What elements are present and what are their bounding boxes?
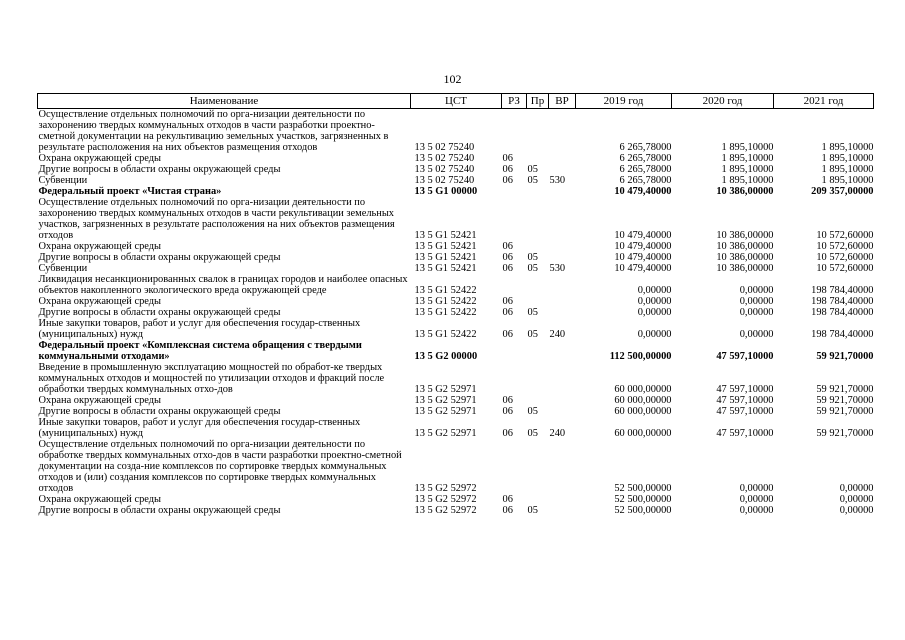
row-rz: 06 (502, 241, 513, 252)
row-vr (549, 296, 576, 307)
table-row (38, 241, 874, 252)
table-header-row (38, 94, 874, 109)
row-2019-value: 52 500,00000 (614, 494, 672, 505)
row-2021-value: 1 895,10000 (821, 164, 874, 175)
row-2021-value: 209 357,00000 (811, 186, 874, 197)
row-cst: 13 5 G2 52971 (414, 384, 477, 395)
row-pr: 05 (527, 329, 538, 340)
row-2019-value: 10 479,40000 (614, 186, 672, 197)
row-2021-value: 59 921,70000 (816, 384, 874, 395)
row-2019-value: 52 500,00000 (614, 505, 672, 516)
row-pr (527, 340, 549, 362)
row-vr (549, 241, 576, 252)
row-vr (549, 362, 576, 395)
row-cst: 13 5 G2 52972 (414, 483, 477, 494)
col-header-name: Наименование (38, 94, 411, 109)
row-vr (549, 252, 576, 263)
row-2021-value: 198 784,40000 (811, 285, 874, 296)
row-pr (527, 186, 549, 197)
col-header-2020: 2020 год (672, 94, 774, 109)
row-2020-value: 47 597,10000 (716, 428, 774, 439)
row-name: Федеральный проект «Комплексная система обращения с твердыми коммунальными отходами» (38, 340, 362, 362)
row-2020-value: 0,00000 (739, 296, 774, 307)
row-cst: 13 5 G2 00000 (414, 351, 478, 362)
row-2021-value: 10 572,60000 (816, 252, 874, 263)
row-2020-value: 10 386,00000 (716, 241, 774, 252)
row-cst: 13 5 G2 52971 (414, 406, 477, 417)
row-cst: 13 5 02 75240 (414, 175, 475, 186)
row-2019-value: 10 479,40000 (614, 241, 672, 252)
row-pr (527, 362, 549, 395)
row-cst: 13 5 G1 52422 (414, 285, 477, 296)
row-2019-value: 60 000,00000 (614, 406, 672, 417)
row-pr (527, 274, 549, 296)
row-rz: 06 (502, 153, 513, 164)
row-2019-value: 6 265,78000 (619, 142, 672, 153)
row-vr (549, 307, 576, 318)
row-2020-value: 0,00000 (739, 483, 774, 494)
row-cst: 13 5 02 75240 (414, 164, 475, 175)
row-2019-value: 60 000,00000 (614, 384, 672, 395)
row-name: Введение в промышленную эксплуатацию мощностей по обработ-ке твердых коммунальных отходов и мощностей по утилизации отходов и фракций после обработки твердых коммунальных отхо-дов (38, 362, 385, 395)
table-row (38, 274, 874, 296)
row-name: Другие вопросы в области охраны окружающей среды (38, 406, 281, 417)
row-2020-value: 0,00000 (739, 505, 774, 516)
row-pr: 05 (527, 505, 538, 516)
row-2020-value: 10 386,00000 (716, 186, 774, 197)
row-rz (502, 274, 527, 296)
row-2019-value: 60 000,00000 (614, 395, 672, 406)
row-name: Осуществление отдельных полномочий по орга-низации деятельности по обработке твердых коммунальных отхо-дов в части разработки проектно-сметной документации на созда-ние комплексов по сортировке твердых коммунальных отходов и (или) создания комплексов по сортировке твердых коммунальных отходов (38, 439, 402, 494)
row-name: Федеральный проект «Чистая страна» (38, 186, 222, 197)
row-name: Иные закупки товаров, работ и услуг для обеспечения государ-ственных (муниципальных) нужд (38, 318, 361, 340)
row-2019-value: 0,00000 (637, 307, 672, 318)
row-rz: 06 (502, 252, 513, 263)
row-name: Осуществление отдельных полномочий по орга-низации деятельности по захоронению твердых коммунальных отходов в части разработки проектно-сметной документации на рекультивацию земельных участков, загрязненных в результате расположения на них объектов размещения отходов (38, 109, 389, 153)
row-2020-value: 0,00000 (739, 307, 774, 318)
row-2021-value: 0,00000 (839, 505, 874, 516)
row-rz: 06 (502, 307, 513, 318)
row-rz: 06 (502, 494, 513, 505)
row-2021-value: 59 921,70000 (816, 406, 874, 417)
row-name: Охрана окружающей среды (38, 241, 162, 252)
table-row (38, 406, 874, 417)
row-2020-value: 10 386,00000 (716, 230, 774, 241)
row-2020-value: 47 597,10000 (716, 384, 774, 395)
row-pr: 05 (527, 252, 538, 263)
row-2020-value: 10 386,00000 (716, 263, 774, 274)
row-cst: 13 5 G2 52971 (414, 395, 477, 406)
row-cst: 13 5 G1 52422 (414, 307, 477, 318)
row-cst: 13 5 G1 52421 (414, 230, 477, 241)
row-2019-value: 6 265,78000 (619, 153, 672, 164)
table-row (38, 296, 874, 307)
row-pr: 05 (527, 307, 538, 318)
row-name: Охрана окружающей среды (38, 395, 162, 406)
row-pr (527, 241, 549, 252)
col-header-2019: 2019 год (576, 94, 672, 109)
row-rz: 06 (502, 428, 513, 439)
row-pr: 05 (527, 175, 538, 186)
row-vr (549, 153, 576, 164)
row-2019-value: 6 265,78000 (619, 164, 672, 175)
row-vr (549, 197, 576, 241)
row-2019-value: 0,00000 (637, 285, 672, 296)
row-pr (527, 153, 549, 164)
table-row (38, 252, 874, 263)
row-pr: 05 (527, 263, 538, 274)
row-2020-value: 47 597,10000 (716, 406, 774, 417)
row-2021-value: 0,00000 (839, 494, 874, 505)
row-cst: 13 5 02 75240 (414, 153, 475, 164)
row-pr (527, 439, 549, 494)
row-cst: 13 5 G1 52421 (414, 263, 477, 274)
row-2021-value: 198 784,40000 (811, 307, 874, 318)
row-pr (527, 494, 549, 505)
row-name: Осуществление отдельных полномочий по орга-низации деятельности по захоронению твердых коммунальных отходов в части рекультивации земельных участков, загрязненных в результате расположения на них объектов размещения отходов (38, 197, 395, 241)
row-2021-value: 1 895,10000 (821, 153, 874, 164)
row-vr (549, 164, 576, 175)
row-2021-value: 0,00000 (839, 483, 874, 494)
col-header-2021: 2021 год (774, 94, 874, 109)
row-2019-value: 10 479,40000 (614, 263, 672, 274)
row-cst: 13 5 G1 00000 (414, 186, 478, 197)
row-2020-value: 47 597,10000 (716, 395, 774, 406)
table-row (38, 186, 874, 197)
row-name: Иные закупки товаров, работ и услуг для обеспечения государ-ственных (муниципальных) нужд (38, 417, 361, 439)
row-2021-value: 59 921,70000 (816, 428, 874, 439)
col-header-pr: Пр (527, 94, 549, 109)
row-cst: 13 5 G1 52421 (414, 252, 477, 263)
row-pr: 05 (527, 428, 538, 439)
row-2019-value: 10 479,40000 (614, 230, 672, 241)
row-rz: 06 (502, 164, 513, 175)
row-2020-value: 10 386,00000 (716, 252, 774, 263)
row-rz (502, 109, 527, 154)
row-rz: 06 (502, 395, 513, 406)
row-name: Другие вопросы в области охраны окружающей среды (38, 164, 281, 175)
row-2021-value: 198 784,40000 (811, 296, 874, 307)
row-2021-value: 10 572,60000 (816, 230, 874, 241)
table-row (38, 164, 874, 175)
row-2020-value: 0,00000 (739, 329, 774, 340)
row-vr (549, 439, 576, 494)
row-cst: 13 5 G1 52422 (414, 329, 477, 340)
col-header-rz: РЗ (502, 94, 527, 109)
row-pr (527, 109, 549, 154)
row-vr (549, 406, 576, 417)
row-vr (549, 186, 576, 197)
row-2021-value: 59 921,70000 (816, 351, 874, 362)
row-2019-value: 10 479,40000 (614, 252, 672, 263)
row-vr (549, 505, 576, 516)
row-cst: 13 5 G2 52972 (414, 494, 477, 505)
row-2020-value: 1 895,10000 (721, 164, 774, 175)
row-2020-value: 0,00000 (739, 494, 774, 505)
row-name: Охрана окружающей среды (38, 296, 162, 307)
row-name: Ликвидация несанкционированных свалок в границах городов и наиболее опасных объектов накопленного экологического вреда окружающей среде (38, 274, 408, 296)
row-name: Другие вопросы в области охраны окружающей среды (38, 307, 281, 318)
row-vr (549, 109, 576, 154)
table-row (38, 362, 874, 395)
table-row (38, 439, 874, 494)
row-rz: 06 (502, 406, 513, 417)
table-row (38, 340, 874, 362)
row-2020-value: 1 895,10000 (721, 142, 774, 153)
row-vr: 240 (549, 329, 566, 340)
row-vr: 530 (549, 175, 566, 186)
row-cst: 13 5 02 75240 (414, 142, 475, 153)
budget-table (37, 93, 874, 516)
row-vr: 240 (549, 428, 566, 439)
row-rz: 06 (502, 263, 513, 274)
row-rz (502, 439, 527, 494)
row-vr (549, 395, 576, 406)
row-name: Охрана окружающей среды (38, 153, 162, 164)
table-row (38, 318, 874, 340)
row-cst: 13 5 G2 52972 (414, 505, 477, 516)
row-name: Охрана окружающей среды (38, 494, 162, 505)
row-name: Субвенции (38, 263, 88, 274)
row-2021-value: 1 895,10000 (821, 142, 874, 153)
row-cst: 13 5 G2 52971 (414, 428, 477, 439)
row-cst: 13 5 G1 52421 (414, 241, 477, 252)
row-vr: 530 (549, 263, 566, 274)
table-row (38, 263, 874, 274)
row-name: Другие вопросы в области охраны окружающей среды (38, 252, 281, 263)
row-2020-value: 47 597,10000 (716, 351, 774, 362)
row-2021-value: 10 572,60000 (816, 241, 874, 252)
row-cst: 13 5 G1 52422 (414, 296, 477, 307)
table-body (38, 109, 874, 517)
row-rz: 06 (502, 296, 513, 307)
col-header-vr: ВР (549, 94, 576, 109)
table-row (38, 197, 874, 241)
row-pr: 05 (527, 406, 538, 417)
row-2020-value: 1 895,10000 (721, 153, 774, 164)
row-2019-value: 0,00000 (637, 329, 672, 340)
row-2021-value: 1 895,10000 (821, 175, 874, 186)
row-vr (549, 340, 576, 362)
table-row (38, 417, 874, 439)
row-rz (502, 186, 527, 197)
page-number: 102 (443, 72, 462, 86)
row-rz (502, 197, 527, 241)
row-2019-value: 0,00000 (637, 296, 672, 307)
row-2020-value: 0,00000 (739, 285, 774, 296)
row-rz: 06 (502, 175, 513, 186)
row-pr (527, 197, 549, 241)
row-name: Другие вопросы в области охраны окружающей среды (38, 505, 281, 516)
row-vr (549, 274, 576, 296)
row-rz (502, 362, 527, 395)
table-row (38, 505, 874, 516)
table-row (38, 175, 874, 186)
row-2019-value: 52 500,00000 (614, 483, 672, 494)
row-pr: 05 (527, 164, 538, 175)
table-row (38, 109, 874, 154)
table-row (38, 307, 874, 318)
row-pr (527, 296, 549, 307)
row-rz: 06 (502, 329, 513, 340)
table-row (38, 494, 874, 505)
table-row (38, 395, 874, 406)
row-2019-value: 112 500,00000 (609, 351, 672, 362)
row-name: Субвенции (38, 175, 88, 186)
row-2019-value: 6 265,78000 (619, 175, 672, 186)
row-2021-value: 198 784,40000 (811, 329, 874, 340)
row-rz: 06 (502, 505, 513, 516)
row-vr (549, 494, 576, 505)
row-2019-value: 60 000,00000 (614, 428, 672, 439)
col-header-cst: ЦСТ (411, 94, 502, 109)
row-rz (502, 340, 527, 362)
row-2021-value: 10 572,60000 (816, 263, 874, 274)
table-row (38, 153, 874, 164)
row-2020-value: 1 895,10000 (721, 175, 774, 186)
row-2021-value: 59 921,70000 (816, 395, 874, 406)
row-pr (527, 395, 549, 406)
